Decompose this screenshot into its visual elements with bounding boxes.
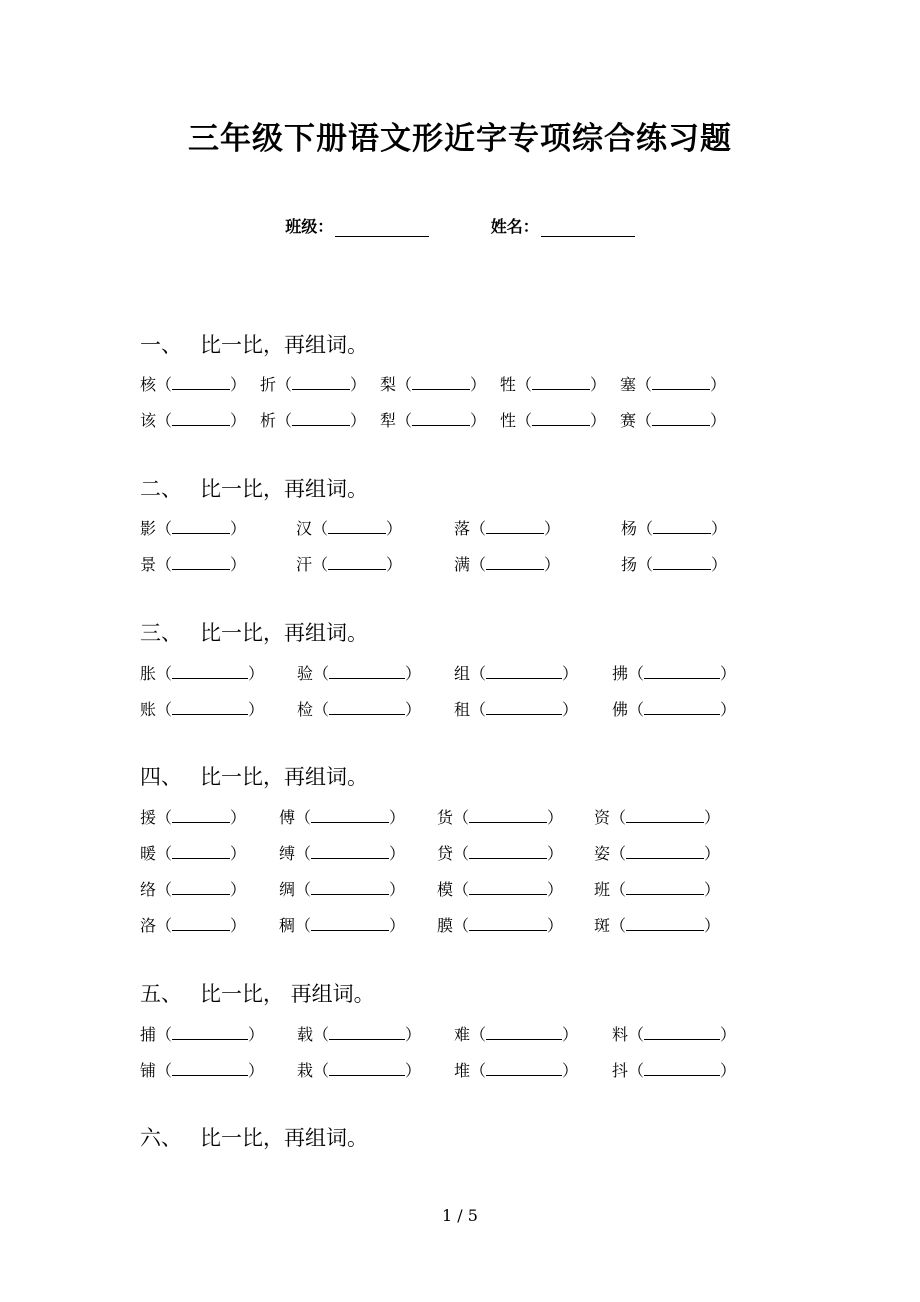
character: 组: [454, 664, 471, 683]
character: 资: [594, 808, 611, 827]
character: 落: [454, 519, 471, 538]
word-item: [140, 877, 246, 900]
answer-blank[interactable]: [329, 1024, 405, 1040]
paren-open: （: [610, 844, 627, 863]
answer-blank[interactable]: [469, 915, 547, 931]
word-item: [140, 552, 246, 575]
paren-close: ）: [405, 1025, 422, 1044]
paren-close: ）: [389, 808, 406, 827]
answer-blank[interactable]: [486, 554, 544, 570]
character: 难: [454, 1025, 471, 1044]
paren-close: ）: [230, 555, 247, 574]
character: 缚: [279, 844, 296, 863]
paren-close: ）: [230, 844, 247, 863]
word-item: [621, 516, 727, 539]
answer-blank[interactable]: [412, 374, 470, 390]
name-blank[interactable]: [541, 219, 635, 237]
section-instruction: 比一比， 再组词。: [200, 982, 375, 1006]
section-heading: [140, 473, 368, 503]
section-instruction: 比一比，再组词。: [200, 477, 368, 501]
paren-open: （: [156, 916, 173, 935]
character: 洛: [140, 916, 157, 935]
answer-blank[interactable]: [412, 410, 470, 426]
answer-blank[interactable]: [311, 915, 389, 931]
character: 斑: [594, 916, 611, 935]
answer-blank[interactable]: [644, 699, 720, 715]
word-item: [454, 661, 578, 684]
character: 载: [297, 1025, 314, 1044]
word-item: [612, 1022, 736, 1045]
character: 贷: [437, 844, 454, 863]
paren-close: ）: [248, 1025, 265, 1044]
word-item: [620, 372, 726, 395]
character: 牲: [500, 375, 517, 394]
word-item: [297, 1022, 421, 1045]
character: 捕: [140, 1025, 157, 1044]
paren-open: （: [295, 808, 312, 827]
word-item: [612, 661, 736, 684]
word-item: [612, 1058, 736, 1081]
paren-open: （: [156, 1061, 173, 1080]
character: 析: [260, 411, 277, 430]
paren-close: ）: [562, 700, 579, 719]
answer-blank[interactable]: [311, 843, 389, 859]
character: 栽: [297, 1061, 314, 1080]
word-item: [500, 372, 606, 395]
paren-open: （: [610, 916, 627, 935]
word-item: [140, 516, 246, 539]
answer-blank[interactable]: [532, 410, 590, 426]
answer-blank[interactable]: [172, 807, 230, 823]
word-item: [500, 408, 606, 431]
paren-open: （: [313, 664, 330, 683]
paren-close: ）: [547, 880, 564, 899]
character: 满: [454, 555, 471, 574]
character: 景: [140, 555, 157, 574]
section-number: 六、: [140, 1126, 182, 1150]
paren-close: ）: [248, 700, 265, 719]
character: 汗: [296, 555, 313, 574]
section-instruction: 比一比，再组词。: [200, 621, 368, 645]
word-item: [279, 841, 405, 864]
paren-open: （: [156, 844, 173, 863]
paren-open: （: [276, 375, 293, 394]
paren-open: （: [156, 700, 173, 719]
word-item: [297, 697, 421, 720]
paren-open: （: [313, 1061, 330, 1080]
paren-close: ）: [720, 664, 737, 683]
answer-blank[interactable]: [172, 410, 230, 426]
word-item: [621, 552, 727, 575]
paren-close: ）: [704, 844, 721, 863]
character: 傅: [279, 808, 296, 827]
paren-close: ）: [711, 519, 728, 538]
answer-blank[interactable]: [172, 915, 230, 931]
answer-blank[interactable]: [172, 518, 230, 534]
paren-close: ）: [704, 880, 721, 899]
paren-open: （: [628, 700, 645, 719]
answer-blank[interactable]: [626, 843, 704, 859]
paren-open: （: [312, 555, 329, 574]
section-number: 一、: [140, 333, 182, 357]
word-item: [437, 913, 563, 936]
paren-close: ）: [562, 1061, 579, 1080]
paren-open: （: [610, 808, 627, 827]
character: 影: [140, 519, 157, 538]
paren-close: ）: [248, 664, 265, 683]
character: 赛: [620, 411, 637, 430]
word-item: [140, 408, 246, 431]
answer-blank[interactable]: [329, 699, 405, 715]
character: 拂: [612, 664, 629, 683]
character: 货: [437, 808, 454, 827]
character: 账: [140, 700, 157, 719]
paren-open: （: [636, 375, 653, 394]
paren-open: （: [295, 844, 312, 863]
paren-close: ）: [230, 916, 247, 935]
paren-close: ）: [350, 375, 367, 394]
paren-close: ）: [544, 555, 561, 574]
paren-open: （: [637, 519, 654, 538]
paren-close: ）: [590, 375, 607, 394]
answer-blank[interactable]: [172, 879, 230, 895]
paren-close: ）: [389, 916, 406, 935]
character: 该: [140, 411, 157, 430]
name-field: [491, 214, 635, 237]
paren-close: ）: [720, 1061, 737, 1080]
answer-blank[interactable]: [532, 374, 590, 390]
paren-close: ）: [386, 555, 403, 574]
paren-close: ）: [704, 916, 721, 935]
answer-blank[interactable]: [486, 699, 562, 715]
section-number: 五、: [140, 982, 182, 1006]
word-item: [437, 877, 563, 900]
name-label: 姓名：: [490, 217, 539, 236]
class-label: 班级：: [285, 217, 334, 236]
paren-close: ）: [547, 916, 564, 935]
paren-open: （: [470, 519, 487, 538]
paren-close: ）: [720, 700, 737, 719]
character: 援: [140, 808, 157, 827]
character: 膜: [437, 916, 454, 935]
paren-open: （: [470, 664, 487, 683]
paren-open: （: [453, 844, 470, 863]
word-item: [437, 841, 563, 864]
paren-open: （: [636, 411, 653, 430]
word-item: [296, 516, 402, 539]
paren-open: （: [470, 1025, 487, 1044]
paren-close: ）: [230, 411, 247, 430]
paren-open: （: [156, 808, 173, 827]
answer-blank[interactable]: [653, 518, 711, 534]
word-item: [454, 697, 578, 720]
paren-open: （: [312, 519, 329, 538]
paren-open: （: [156, 375, 173, 394]
word-item: [380, 408, 486, 431]
character: 塞: [620, 375, 637, 394]
answer-blank[interactable]: [172, 843, 230, 859]
word-item: [297, 1058, 421, 1081]
answer-blank[interactable]: [292, 374, 350, 390]
answer-blank[interactable]: [469, 843, 547, 859]
word-item: [612, 697, 736, 720]
word-item: [594, 841, 720, 864]
paren-open: （: [396, 375, 413, 394]
paren-open: （: [628, 1061, 645, 1080]
character: 抖: [612, 1061, 629, 1080]
character: 姿: [594, 844, 611, 863]
word-item: [454, 516, 560, 539]
paren-open: （: [610, 880, 627, 899]
word-item: [140, 697, 264, 720]
character: 料: [612, 1025, 629, 1044]
paren-close: ）: [562, 1025, 579, 1044]
answer-blank[interactable]: [626, 807, 704, 823]
answer-blank[interactable]: [328, 554, 386, 570]
paren-open: （: [313, 700, 330, 719]
section-instruction: 比一比，再组词。: [200, 333, 368, 357]
character: 模: [437, 880, 454, 899]
answer-blank[interactable]: [311, 879, 389, 895]
word-item: [260, 408, 366, 431]
character: 检: [297, 700, 314, 719]
answer-blank[interactable]: [653, 554, 711, 570]
paren-open: （: [156, 880, 173, 899]
paren-close: ）: [405, 700, 422, 719]
word-item: [594, 805, 720, 828]
page-number: 1 / 5: [442, 1206, 478, 1225]
paren-open: （: [516, 411, 533, 430]
word-item: [297, 661, 421, 684]
section-heading: [140, 1122, 368, 1152]
paren-open: （: [470, 1061, 487, 1080]
character: 扬: [621, 555, 638, 574]
paren-open: （: [628, 664, 645, 683]
paren-open: （: [516, 375, 533, 394]
paren-close: ）: [389, 844, 406, 863]
paren-close: ）: [720, 1025, 737, 1044]
paren-close: ）: [405, 1061, 422, 1080]
section-number: 三、: [140, 621, 182, 645]
paren-close: ）: [547, 808, 564, 827]
class-field: [285, 214, 429, 237]
paren-close: ）: [470, 375, 487, 394]
paren-open: （: [470, 555, 487, 574]
character: 暖: [140, 844, 157, 863]
word-item: [594, 913, 720, 936]
answer-blank[interactable]: [329, 1060, 405, 1076]
paren-open: （: [637, 555, 654, 574]
word-item: [296, 552, 402, 575]
answer-blank[interactable]: [328, 518, 386, 534]
paren-close: ）: [350, 411, 367, 430]
answer-blank[interactable]: [652, 410, 710, 426]
character: 绸: [279, 880, 296, 899]
answer-blank[interactable]: [644, 1024, 720, 1040]
word-item: [140, 841, 246, 864]
answer-blank[interactable]: [644, 1060, 720, 1076]
character: 梨: [380, 375, 397, 394]
character: 核: [140, 375, 157, 394]
section-heading: [140, 761, 368, 791]
paren-open: （: [453, 808, 470, 827]
character: 堆: [454, 1061, 471, 1080]
paren-open: （: [156, 519, 173, 538]
character: 性: [500, 411, 517, 430]
character: 班: [594, 880, 611, 899]
paren-close: ）: [590, 411, 607, 430]
class-blank[interactable]: [335, 219, 429, 237]
word-item: [620, 408, 726, 431]
answer-blank[interactable]: [626, 879, 704, 895]
character: 租: [454, 700, 471, 719]
word-item: [279, 877, 405, 900]
paren-open: （: [396, 411, 413, 430]
answer-blank[interactable]: [172, 663, 248, 679]
answer-blank[interactable]: [172, 374, 230, 390]
paren-close: ）: [248, 1061, 265, 1080]
character: 杨: [621, 519, 638, 538]
answer-blank[interactable]: [172, 554, 230, 570]
answer-blank[interactable]: [486, 518, 544, 534]
word-item: [454, 552, 560, 575]
word-item: [380, 372, 486, 395]
paren-close: ）: [711, 555, 728, 574]
answer-blank[interactable]: [329, 663, 405, 679]
section-number: 二、: [140, 477, 182, 501]
answer-blank[interactable]: [652, 374, 710, 390]
paren-close: ）: [562, 664, 579, 683]
paren-open: （: [295, 916, 312, 935]
answer-blank[interactable]: [486, 663, 562, 679]
character: 汉: [296, 519, 313, 538]
student-info: [0, 214, 920, 237]
word-item: [437, 805, 563, 828]
paren-close: ）: [544, 519, 561, 538]
character: 络: [140, 880, 157, 899]
paren-close: ）: [704, 808, 721, 827]
paren-open: （: [295, 880, 312, 899]
section-instruction: 比一比，再组词。: [200, 1126, 368, 1150]
word-item: [279, 913, 405, 936]
section-heading: [140, 329, 368, 359]
paren-close: ）: [230, 808, 247, 827]
answer-blank[interactable]: [172, 1024, 248, 1040]
paren-close: ）: [230, 880, 247, 899]
word-item: [140, 1058, 264, 1081]
answer-blank[interactable]: [626, 915, 704, 931]
paren-open: （: [470, 700, 487, 719]
paren-open: （: [156, 664, 173, 683]
word-item: [279, 805, 405, 828]
word-item: [140, 661, 264, 684]
character: 佛: [612, 700, 629, 719]
character: 胀: [140, 664, 157, 683]
character: 铺: [140, 1061, 157, 1080]
answer-blank[interactable]: [292, 410, 350, 426]
answer-blank[interactable]: [486, 1060, 562, 1076]
word-item: [140, 805, 246, 828]
paren-close: ）: [710, 411, 727, 430]
paren-open: （: [628, 1025, 645, 1044]
word-item: [594, 877, 720, 900]
character: 验: [297, 664, 314, 683]
answer-blank[interactable]: [311, 807, 389, 823]
word-item: [140, 372, 246, 395]
paren-close: ）: [547, 844, 564, 863]
answer-blank[interactable]: [486, 1024, 562, 1040]
word-item: [140, 913, 246, 936]
answer-blank[interactable]: [172, 1060, 248, 1076]
character: 稠: [279, 916, 296, 935]
paren-open: （: [156, 555, 173, 574]
paren-close: ）: [230, 375, 247, 394]
paren-open: （: [453, 916, 470, 935]
character: 犁: [380, 411, 397, 430]
section-instruction: 比一比，再组词。: [200, 765, 368, 789]
paren-close: ）: [230, 519, 247, 538]
word-item: [454, 1022, 578, 1045]
paren-close: ）: [389, 880, 406, 899]
answer-blank[interactable]: [469, 807, 547, 823]
word-item: [140, 1022, 264, 1045]
answer-blank[interactable]: [469, 879, 547, 895]
paren-open: （: [156, 1025, 173, 1044]
section-heading: [140, 978, 375, 1008]
character: 折: [260, 375, 277, 394]
word-item: [454, 1058, 578, 1081]
paren-close: ）: [710, 375, 727, 394]
paren-close: ）: [386, 519, 403, 538]
answer-blank[interactable]: [172, 699, 248, 715]
paren-close: ）: [405, 664, 422, 683]
word-item: [260, 372, 366, 395]
paren-open: （: [156, 411, 173, 430]
answer-blank[interactable]: [644, 663, 720, 679]
section-heading: [140, 617, 368, 647]
paren-open: （: [313, 1025, 330, 1044]
section-number: 四、: [140, 765, 182, 789]
paren-open: （: [276, 411, 293, 430]
page-title: 三年级下册语文形近字专项综合练习题: [188, 121, 732, 157]
paren-open: （: [453, 880, 470, 899]
paren-close: ）: [470, 411, 487, 430]
